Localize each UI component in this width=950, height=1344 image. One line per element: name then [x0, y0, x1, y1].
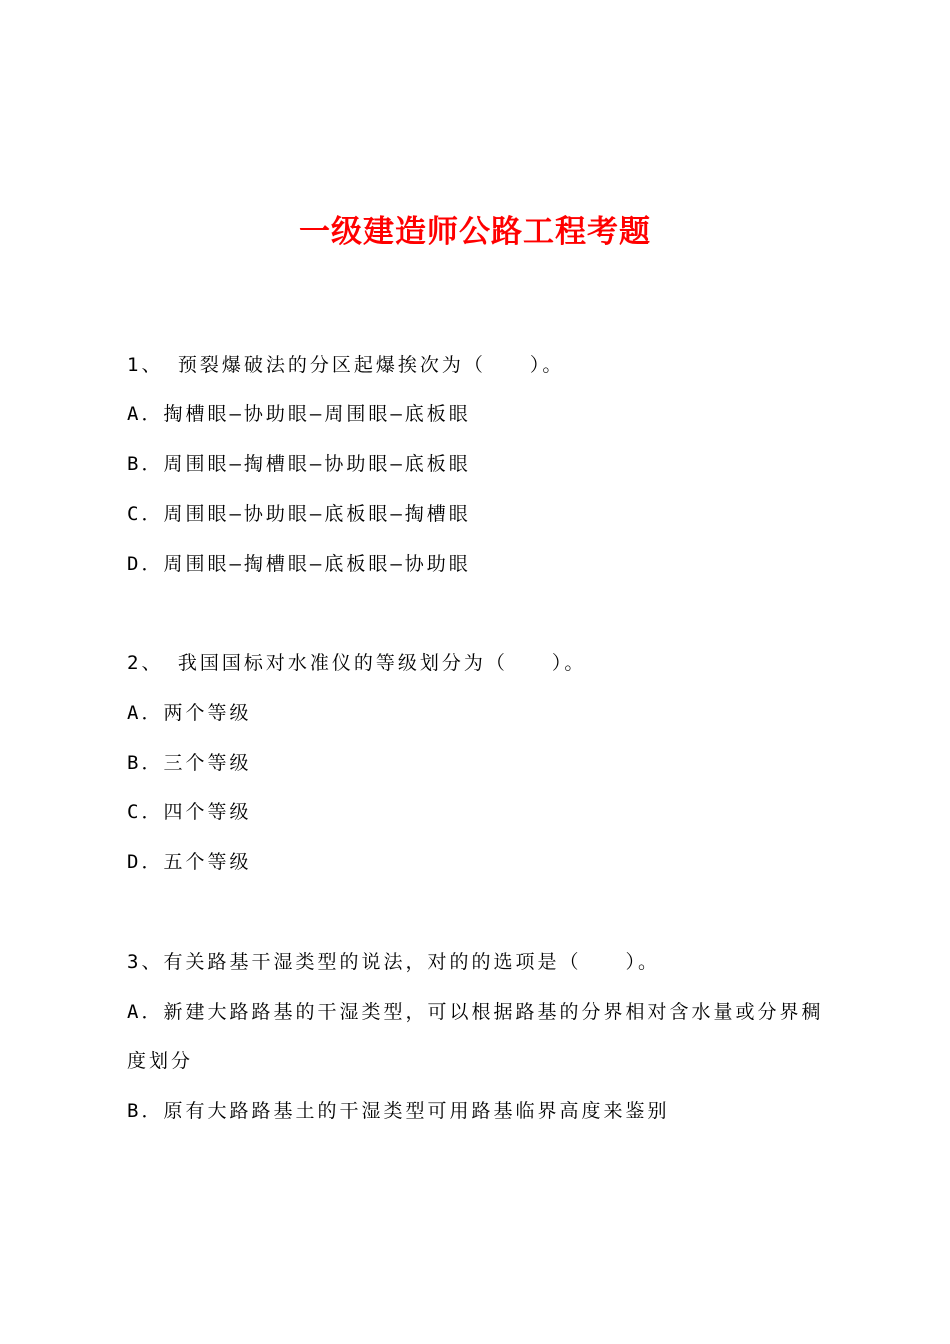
question-3-option-a-continued: 度划分 — [127, 1050, 194, 1072]
question-2-option-b: B．三个等级 — [127, 752, 252, 774]
question-3-option-b: B．原有大路路基土的干湿类型可用路基临界高度来鉴别 — [127, 1100, 670, 1122]
question-3-stem: 3、有关路基干湿类型的说法，对的的选项是（ ）。 — [127, 951, 660, 973]
question-2-stem: 2、 我国国标对水准仪的等级划分为（ ）。 — [127, 652, 587, 674]
page-title: 一级建造师公路工程考题 — [299, 214, 651, 250]
question-1-option-d: D．周围眼—掏槽眼—底板眼—协助眼 — [127, 553, 471, 575]
question-2-option-a: A．两个等级 — [127, 702, 252, 724]
question-1-option-c: C．周围眼—协助眼—底板眼—掏槽眼 — [127, 503, 471, 525]
question-2-option-d: D．五个等级 — [127, 851, 252, 873]
question-3-option-a: A．新建大路路基的干湿类型，可以根据路基的分界相对含水量或分界稠 — [127, 1001, 824, 1023]
question-1-option-a: A．掏槽眼—协助眼—周围眼—底板眼 — [127, 403, 471, 425]
question-2-option-c: C．四个等级 — [127, 801, 252, 823]
question-1-option-b: B．周围眼—掏槽眼—协助眼—底板眼 — [127, 453, 471, 475]
question-1-stem: 1、 预裂爆破法的分区起爆挨次为（ ）。 — [127, 354, 565, 376]
